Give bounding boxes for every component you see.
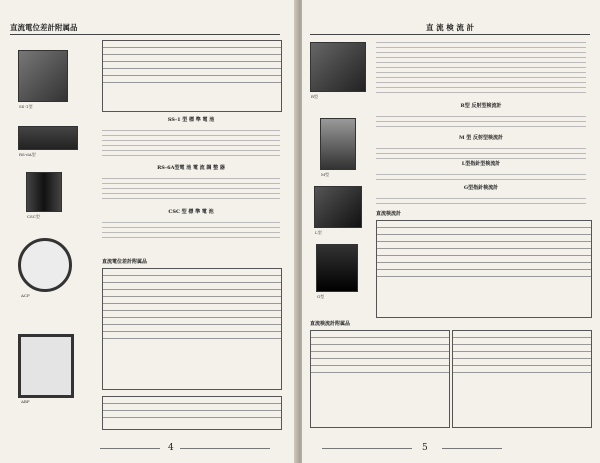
section-title-7: L型指針型検流計 xyxy=(461,161,501,167)
table-row xyxy=(103,297,281,304)
table-row xyxy=(377,242,591,249)
spec-table-3 xyxy=(102,396,282,430)
right-page xyxy=(302,0,600,463)
table-row xyxy=(103,404,281,411)
table-row xyxy=(453,331,591,338)
photo-caption-4: ACP xyxy=(21,293,30,298)
section-title-5: R型 反射型検流計 xyxy=(460,103,502,109)
table-row xyxy=(103,276,281,283)
paragraph-4 xyxy=(376,38,586,96)
table-row xyxy=(103,41,281,48)
table-row xyxy=(311,366,449,373)
table-row xyxy=(311,331,449,338)
left-page-header: 直流電位差計附属品 xyxy=(10,22,280,35)
table-row xyxy=(377,256,591,263)
spec-table-1 xyxy=(102,40,282,112)
table-row xyxy=(311,352,449,359)
page-number: 5 xyxy=(422,443,428,453)
spec-table-6 xyxy=(452,330,592,428)
table-row xyxy=(103,290,281,297)
photo-caption-8: L型 xyxy=(315,230,322,235)
footer-line xyxy=(100,448,160,449)
table-row xyxy=(103,269,281,276)
product-photo-7 xyxy=(320,118,356,177)
table-row xyxy=(453,359,591,366)
photo-caption-5: ABP xyxy=(21,399,30,404)
table-row xyxy=(103,76,281,83)
table-row xyxy=(377,235,591,242)
photo-caption-9: G型 xyxy=(317,294,325,299)
table-row xyxy=(311,338,449,345)
table-row xyxy=(103,48,281,55)
section-title-9: 直流検流計 xyxy=(376,211,402,217)
product-photo-2 xyxy=(18,126,78,157)
table-row xyxy=(103,62,281,69)
table-row xyxy=(103,318,281,325)
photo-caption-1: SS-1型 xyxy=(19,104,33,109)
product-photo-4 xyxy=(18,238,72,298)
paragraph-1 xyxy=(102,126,280,156)
table-row xyxy=(377,263,591,270)
section-title-10: 直流検流計附属品 xyxy=(310,321,351,327)
photo-caption-3: CSC型 xyxy=(27,214,40,219)
table-row xyxy=(103,411,281,418)
section-title-8: G型指針検流計 xyxy=(463,185,499,191)
table-row xyxy=(453,338,591,345)
paragraph-7 xyxy=(376,170,586,180)
footer-line xyxy=(322,448,412,449)
product-photo-8 xyxy=(314,186,362,235)
product-photo-5 xyxy=(18,334,74,404)
spec-table-4 xyxy=(376,220,592,318)
section-title-6: M 型 反射型検流計 xyxy=(458,135,504,141)
table-row xyxy=(377,221,591,228)
table-row xyxy=(311,359,449,366)
left-page xyxy=(0,0,298,463)
table-row xyxy=(103,283,281,290)
table-row xyxy=(311,345,449,352)
table-row xyxy=(377,249,591,256)
section-title-1: SS-1 型 標 準 電 池 xyxy=(167,117,215,123)
table-row xyxy=(103,325,281,332)
footer-line xyxy=(442,448,502,449)
page-number: 4 xyxy=(168,443,174,453)
table-row xyxy=(453,366,591,373)
table-row xyxy=(453,352,591,359)
paragraph-6 xyxy=(376,144,586,160)
table-row xyxy=(103,304,281,311)
table-row xyxy=(377,270,591,277)
photo-caption-2: RS-6A型 xyxy=(19,152,36,157)
product-photo-3 xyxy=(26,172,62,219)
footer-line xyxy=(180,448,270,449)
table-row xyxy=(453,345,591,352)
section-title-4: 直流電位差計附属品 xyxy=(102,259,148,265)
photo-caption-6: R型 xyxy=(311,94,319,99)
table-row xyxy=(377,228,591,235)
spec-table-5 xyxy=(310,330,450,428)
product-photo-1 xyxy=(18,50,68,109)
product-photo-9 xyxy=(316,244,358,299)
paragraph-5 xyxy=(376,112,586,128)
paragraph-3 xyxy=(102,218,280,242)
table-row xyxy=(103,69,281,76)
paragraph-2 xyxy=(102,174,280,200)
table-row xyxy=(103,332,281,339)
right-page-header: 直 流 検 流 計 xyxy=(310,22,590,35)
section-title-2: RS-6A型電 池 電 流 調 整 器 xyxy=(157,165,225,171)
table-row xyxy=(103,55,281,62)
section-title-3: CSC 型 標 準 電 池 xyxy=(168,209,214,215)
paragraph-8 xyxy=(376,194,586,204)
product-photo-6 xyxy=(310,42,366,99)
spec-table-2 xyxy=(102,268,282,390)
table-row xyxy=(103,397,281,404)
table-row xyxy=(103,311,281,318)
photo-caption-7: M型 xyxy=(321,172,330,177)
